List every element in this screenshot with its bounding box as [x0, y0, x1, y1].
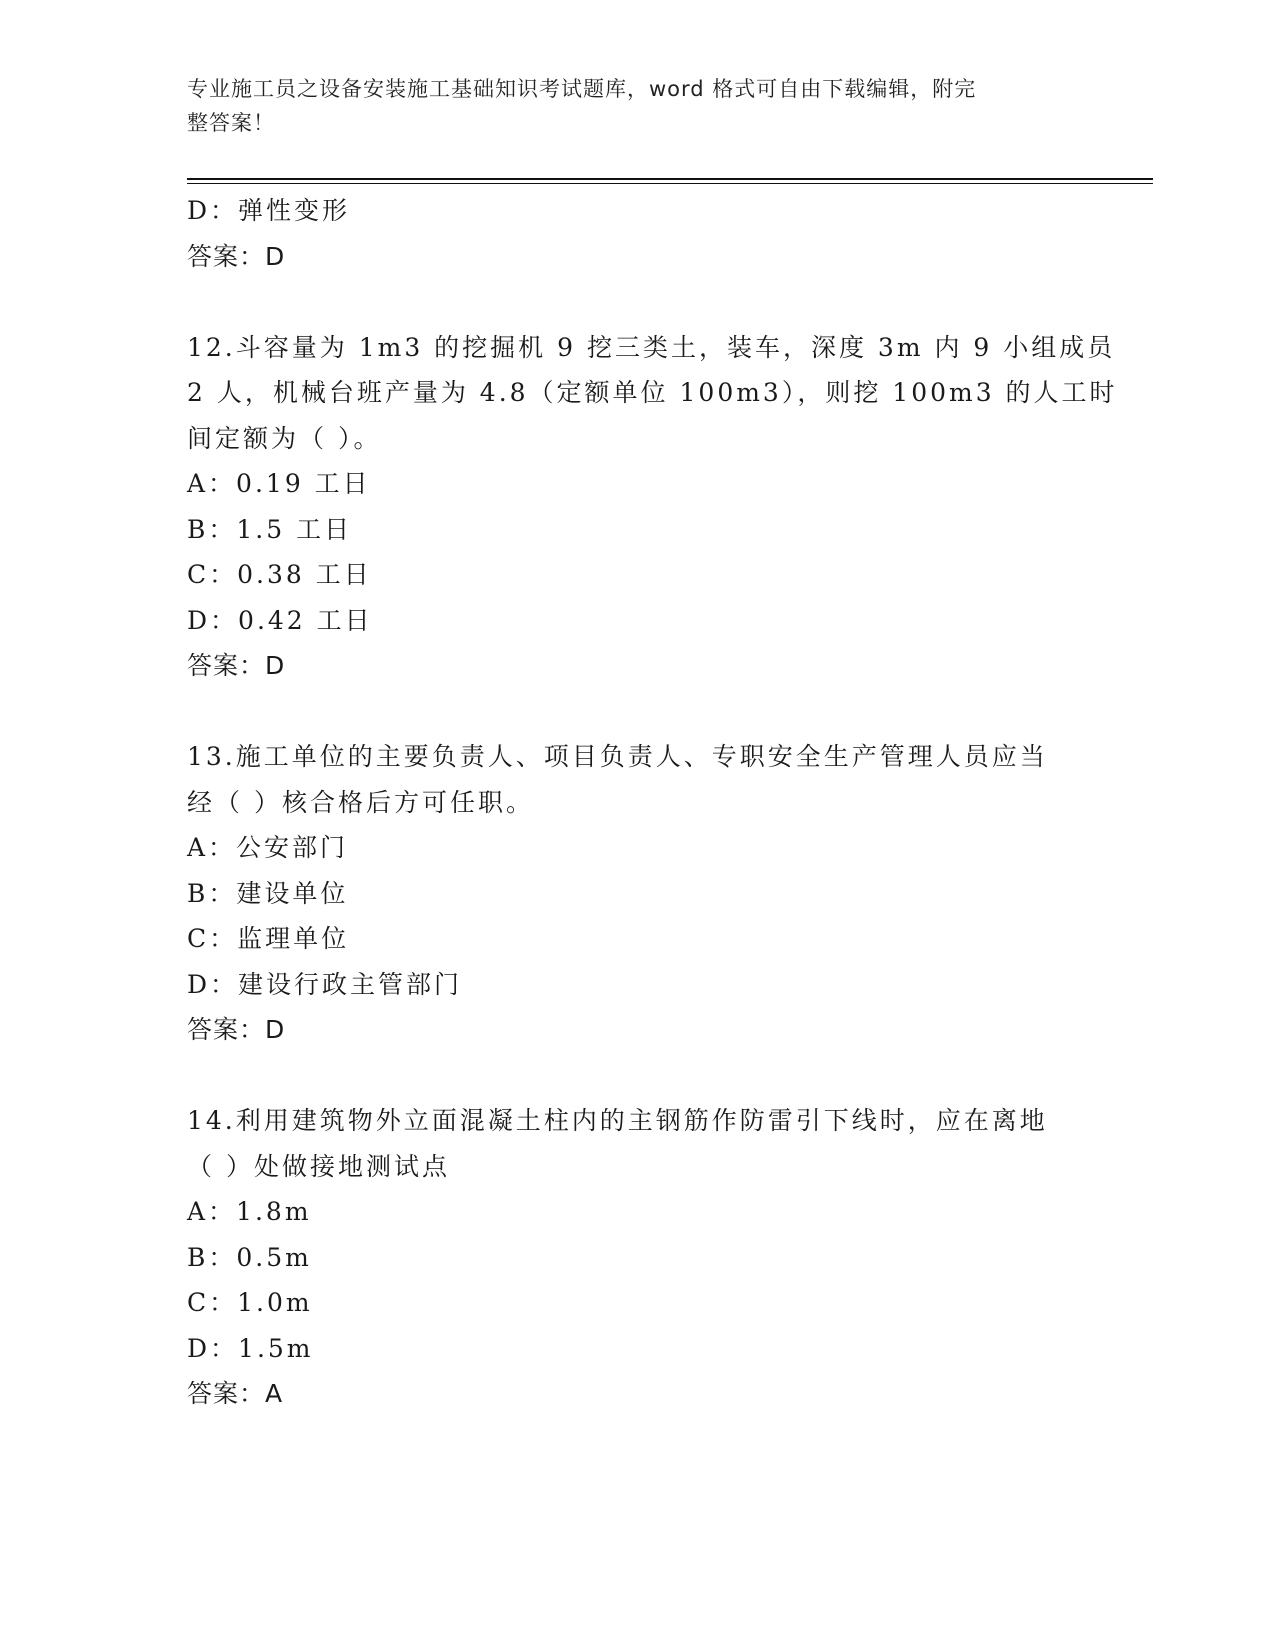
question-text-line: 2 人，机械台班产量为 4.8（定额单位 100m3），则挖 100m3 的人工时 [187, 378, 1118, 407]
option-b: B：1.5 工日 [187, 514, 353, 544]
prev-option-d: D：弹性变形 [187, 196, 351, 225]
option-d: D：建设行政主管部门 [187, 969, 463, 999]
header-line-1: 专业施工员之设备安装施工基础知识考试题库，word 格式可自由下载编辑，附完 [187, 77, 977, 101]
header-line-2: 整答案！ [187, 111, 275, 135]
header-divider-thick [187, 178, 1153, 180]
question-text-line: （ ）处做接地测试点 [187, 1151, 450, 1181]
document-header [187, 72, 1067, 140]
answer: 答案：D [187, 651, 286, 680]
spacer [187, 279, 1087, 325]
option-b: B：建设单位 [187, 878, 349, 908]
question-13 [187, 734, 1087, 825]
document-body [187, 188, 1118, 1417]
option-b: B：0.5m [187, 1242, 312, 1272]
option-a: A：0.19 工日 [187, 469, 371, 498]
option-d: D：0.42 工日 [187, 605, 373, 635]
option-d: D：1.5m [187, 1333, 314, 1363]
spacer [187, 1053, 1087, 1099]
answer: 答案：A [187, 1379, 284, 1408]
question-text-line: 经（ ）核合格后方可任职。 [187, 787, 534, 817]
spacer [187, 689, 1087, 735]
question-text-line: 12.斗容量为 1m3 的挖掘机 9 挖三类土，装车，深度 3m 内 9 小组成员 [187, 332, 1116, 362]
question-text-line: 间定额为（ ）。 [187, 423, 382, 453]
question-text-line: 13.施工单位的主要负责人、项目负责人、专职安全生产管理人员应当 [187, 742, 1048, 771]
prev-answer: 答案：D [187, 241, 286, 271]
option-c: C：监理单位 [187, 924, 350, 953]
question-14 [187, 1098, 1087, 1189]
option-a: A：公安部门 [187, 833, 349, 862]
header-divider-thin [187, 183, 1153, 184]
option-c: C：0.38 工日 [187, 560, 372, 589]
question-text-line: 14.利用建筑物外立面混凝土柱内的主钢筋作防雷引下线时，应在离地 [187, 1106, 1048, 1135]
question-12 [187, 325, 1118, 462]
answer: 答案：D [187, 1015, 286, 1044]
option-a: A：1.8m [187, 1197, 312, 1226]
option-c: C：1.0m [187, 1288, 313, 1317]
